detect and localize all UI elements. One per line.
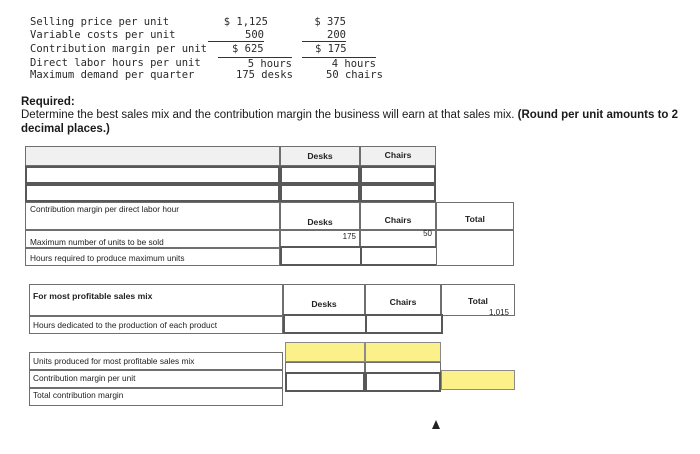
section1-desks-input-2[interactable]	[280, 184, 360, 202]
total-cm-desks-input[interactable]	[285, 372, 365, 392]
hours-dedicated-chairs-input[interactable]	[365, 314, 443, 334]
required-text: Determine the best sales mix and the contribution margin the business will earn at that sales mix. (Round per unit amounts to 2 decimal places.)	[21, 109, 679, 135]
chairs-selling-price: $ 375	[314, 16, 346, 28]
hours-dedicated-desks-input[interactable]	[283, 314, 367, 334]
section1-label-input-2[interactable]	[25, 184, 280, 202]
hours-required-chairs-input[interactable]	[360, 246, 438, 266]
max-units-label: Maximum number of units to be sold	[30, 237, 164, 247]
row-label-contribution-margin: Contribution margin per unit	[30, 43, 208, 55]
desks-selling-price: $ 1,125	[223, 16, 268, 28]
mouse-cursor-icon	[432, 420, 440, 429]
section2-desks-header: Desks	[307, 217, 333, 227]
chairs-variable-costs: 200	[302, 29, 346, 42]
section3-label: For most profitable sales mix	[33, 291, 153, 301]
cm-per-dlh-label: Contribution margin per direct labor hour	[30, 204, 179, 214]
hours-required-desks-input[interactable]	[280, 246, 362, 266]
units-produced-chairs-input[interactable]	[365, 342, 441, 362]
row-label-variable-costs: Variable costs per unit	[30, 29, 176, 41]
row-label-selling-price: Selling price per unit	[30, 16, 170, 28]
required-note: (Round per unit amounts to 2 decimal places.)	[21, 109, 679, 135]
section2-total-header: Total	[465, 214, 485, 224]
hours-required-total-cell	[436, 230, 514, 266]
total-cm-label: Total contribution margin	[33, 390, 124, 400]
section1-chairs-input-1[interactable]	[360, 166, 436, 184]
max-units-desks-value: 175	[342, 232, 356, 241]
row-label-max-demand: Maximum demand per quarter	[30, 69, 195, 81]
section3-chairs-header: Chairs	[389, 297, 417, 307]
section3-total-header: Total	[468, 296, 488, 306]
section1-label-input-1[interactable]	[25, 166, 280, 184]
cm-per-unit-label: Contribution margin per unit	[33, 373, 136, 383]
section1-chairs-header: Chairs	[384, 150, 412, 160]
desks-labor-hours: 5 hours	[218, 57, 292, 70]
desks-max-demand: 175 desks	[236, 69, 293, 81]
section1-label-cell	[25, 146, 280, 166]
units-produced-desks-input[interactable]	[285, 342, 365, 362]
total-cm-total-input[interactable]	[441, 370, 515, 390]
section1-desks-header: Desks	[307, 151, 333, 161]
required-heading: Required:	[21, 96, 75, 108]
section3-total-value: 1,015	[488, 308, 509, 317]
desks-variable-costs: 500	[208, 29, 264, 42]
max-units-chairs-value: 50	[423, 229, 432, 238]
section3-desks-header: Desks	[311, 299, 337, 309]
hours-required-label: Hours required to produce maximum units	[30, 253, 185, 263]
desks-contribution-margin: $ 625	[232, 43, 264, 55]
section1-chairs-input-2[interactable]	[360, 184, 436, 202]
hours-dedicated-label: Hours dedicated to the production of each product	[33, 320, 218, 330]
row-label-labor-hours: Direct labor hours per unit	[30, 57, 201, 69]
section2-chairs-header: Chairs	[384, 215, 412, 225]
chairs-labor-hours: 4 hours	[302, 57, 376, 70]
total-cm-chairs-input[interactable]	[365, 372, 441, 392]
section1-desks-input-1[interactable]	[280, 166, 360, 184]
units-produced-label: Units produced for most profitable sales mix	[33, 356, 195, 366]
chairs-max-demand: 50 chairs	[326, 69, 383, 81]
chairs-contribution-margin: $ 175	[315, 43, 347, 55]
